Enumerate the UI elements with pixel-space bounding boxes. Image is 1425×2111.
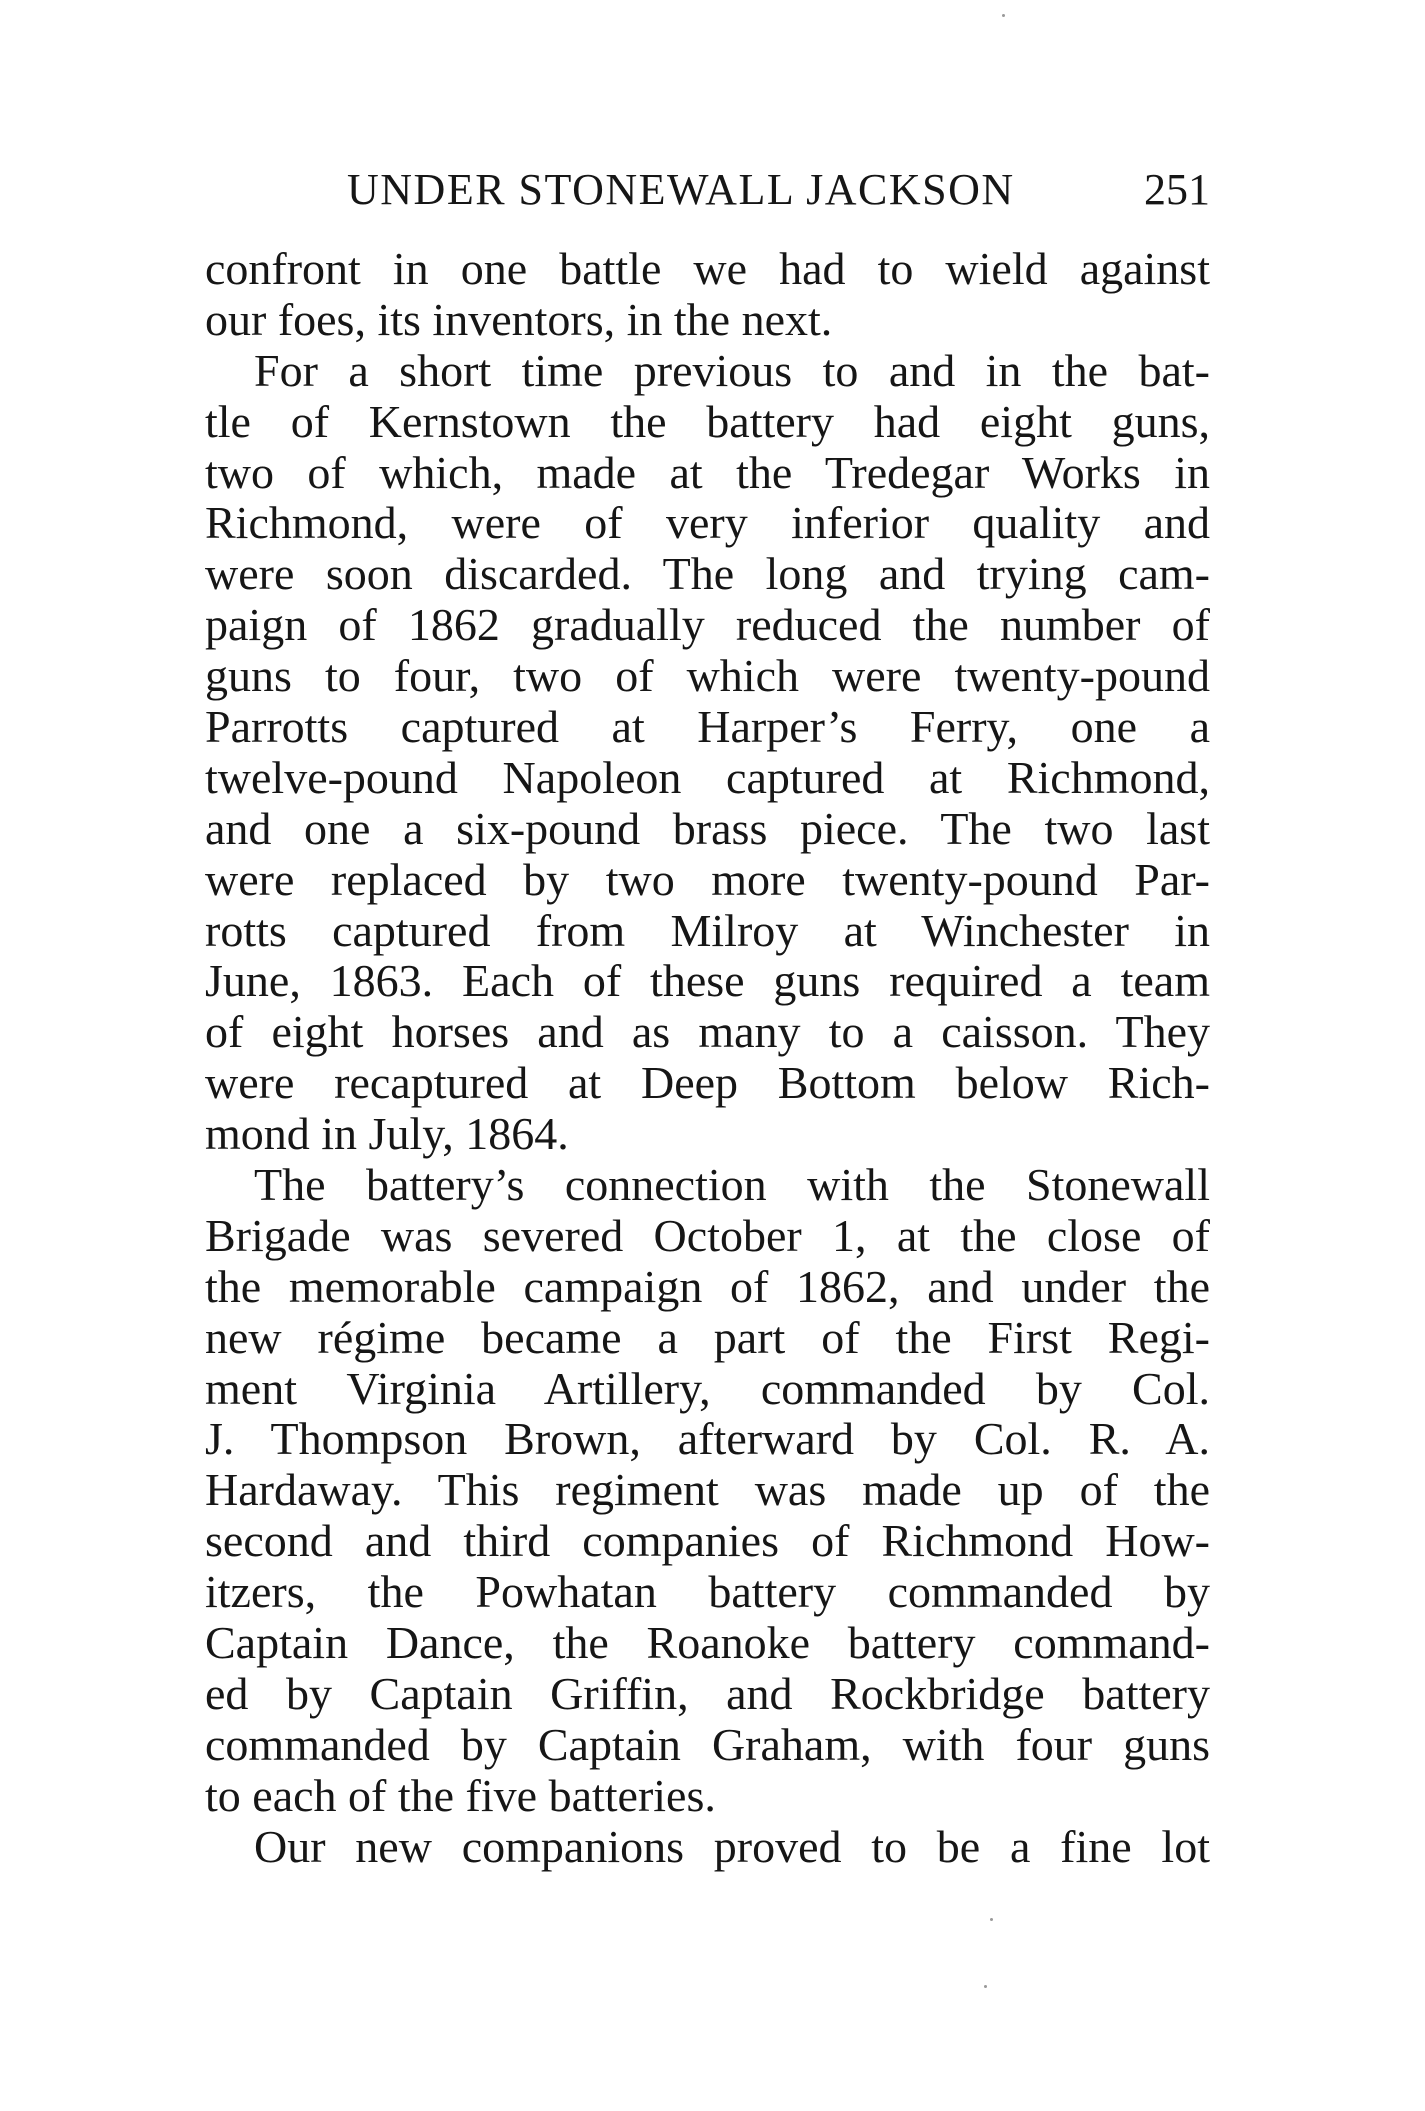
text-line: ed by Captain Griffin, and Rockbridge battery	[205, 1667, 1210, 1719]
text-line: J. Thompson Brown, afterward by Col. R. A.	[205, 1413, 1210, 1465]
body-text	[205, 244, 1210, 1873]
text-line: confront in one battle we had to wield against	[205, 243, 1210, 294]
text-line: June, 1863. Each of these guns required a team	[205, 955, 1210, 1007]
text-line: For a short time previous to and in the bat-	[254, 344, 1210, 396]
paragraph-2	[205, 346, 1210, 1160]
text-line: Richmond, were of very inferior quality and	[205, 497, 1210, 549]
text-line: The battery’s connection with the Stonewall	[254, 1159, 1210, 1211]
text-line: were replaced by two more twenty-pound Par-	[205, 853, 1210, 905]
text-line: paign of 1862 gradually reduced the number of	[205, 599, 1210, 651]
text-line: the memorable campaign of 1862, and under the	[205, 1260, 1210, 1312]
paper-speck	[990, 1918, 993, 1921]
text-line: guns to four, two of which were twenty-pound	[205, 650, 1210, 702]
text-line: mond in July, 1864.	[205, 1108, 569, 1160]
text-line: Our new companions proved to be a fine lot	[254, 1820, 1210, 1872]
text-line: twelve-pound Napoleon captured at Richmond,	[205, 751, 1210, 803]
text-line: second and third companies of Richmond How-	[205, 1515, 1210, 1567]
text-line: commanded by Captain Graham, with four guns	[205, 1718, 1210, 1770]
text-line: Hardaway. This regiment was made up of the	[205, 1464, 1210, 1516]
running-title: UNDER STONEWALL JACKSON	[347, 165, 1015, 214]
text-line: Captain Dance, the Roanoke battery command-	[205, 1617, 1210, 1669]
text-line: Brigade was severed October 1, at the close of	[205, 1209, 1210, 1261]
text-line: Parrotts captured at Harper’s Ferry, one a	[205, 701, 1210, 753]
text-line: of eight horses and as many to a caisson. They	[205, 1006, 1210, 1058]
text-line: tle of Kernstown the battery had eight guns,	[205, 395, 1210, 447]
paragraph-3	[205, 1160, 1210, 1822]
page-header	[205, 160, 1210, 220]
text-line: two of which, made at the Tredegar Works in	[205, 446, 1210, 498]
page-number: 251	[1144, 165, 1210, 214]
text-line: were soon discarded. The long and trying cam-	[205, 548, 1210, 600]
paragraph-1	[205, 244, 1210, 346]
text-line: rotts captured from Milroy at Winchester in	[205, 904, 1210, 956]
text-line: and one a six-pound brass piece. The two last	[205, 802, 1210, 854]
paper-speck	[1002, 14, 1005, 17]
paragraph-4	[205, 1822, 1210, 1873]
text-line: ment Virginia Artillery, commanded by Col.	[205, 1362, 1210, 1414]
text-line: were recaptured at Deep Bottom below Rich-	[205, 1057, 1210, 1109]
text-line: new régime became a part of the First Regi-	[205, 1311, 1210, 1363]
text-line: to each of the five batteries.	[205, 1769, 716, 1821]
text-line: our foes, its inventors, in the next.	[205, 293, 833, 345]
text-line: itzers, the Powhatan battery commanded by	[205, 1566, 1210, 1618]
paper-speck	[984, 1985, 987, 1988]
